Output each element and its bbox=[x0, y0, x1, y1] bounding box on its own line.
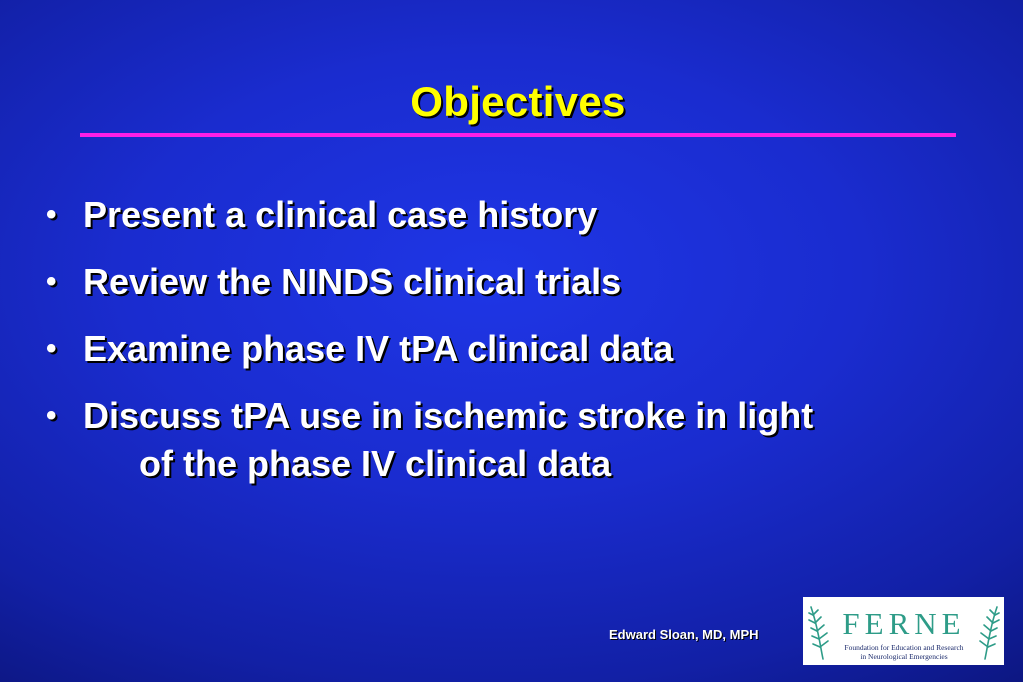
fern-right-icon bbox=[980, 607, 999, 659]
ferne-logo bbox=[803, 597, 1004, 665]
bullet-text: Review the NINDS clinical trials bbox=[83, 261, 622, 302]
fern-left-icon bbox=[809, 607, 828, 659]
bullet-text: Examine phase IV tPA clinical data bbox=[83, 328, 674, 369]
ferne-logo-graphic bbox=[803, 597, 1004, 665]
bullet-item bbox=[46, 389, 1016, 491]
bullet-text-continuation: of the phase IV clinical data bbox=[139, 443, 612, 484]
title-underline-rule bbox=[80, 133, 956, 137]
bullet-icon: • bbox=[46, 332, 57, 365]
bullet-icon: • bbox=[46, 265, 57, 298]
bullet-text: Present a clinical case history bbox=[83, 194, 598, 235]
bullet-item bbox=[46, 188, 1016, 242]
slide-title: Objectives bbox=[410, 78, 626, 125]
ferne-wordmark: FERNE bbox=[842, 606, 966, 641]
objectives-list bbox=[46, 188, 1016, 504]
bullet-icon: • bbox=[46, 198, 57, 231]
bullet-item bbox=[46, 322, 1016, 376]
ferne-tagline-line1: Foundation for Education and Research bbox=[844, 643, 964, 652]
bullet-icon: • bbox=[46, 399, 57, 432]
footer-author: Edward Sloan, MD, MPH bbox=[609, 627, 759, 642]
ferne-tagline-line2: in Neurological Emergencies bbox=[860, 652, 948, 661]
bullet-item bbox=[46, 255, 1016, 309]
bullet-text: Discuss tPA use in ischemic stroke in light bbox=[83, 395, 814, 436]
